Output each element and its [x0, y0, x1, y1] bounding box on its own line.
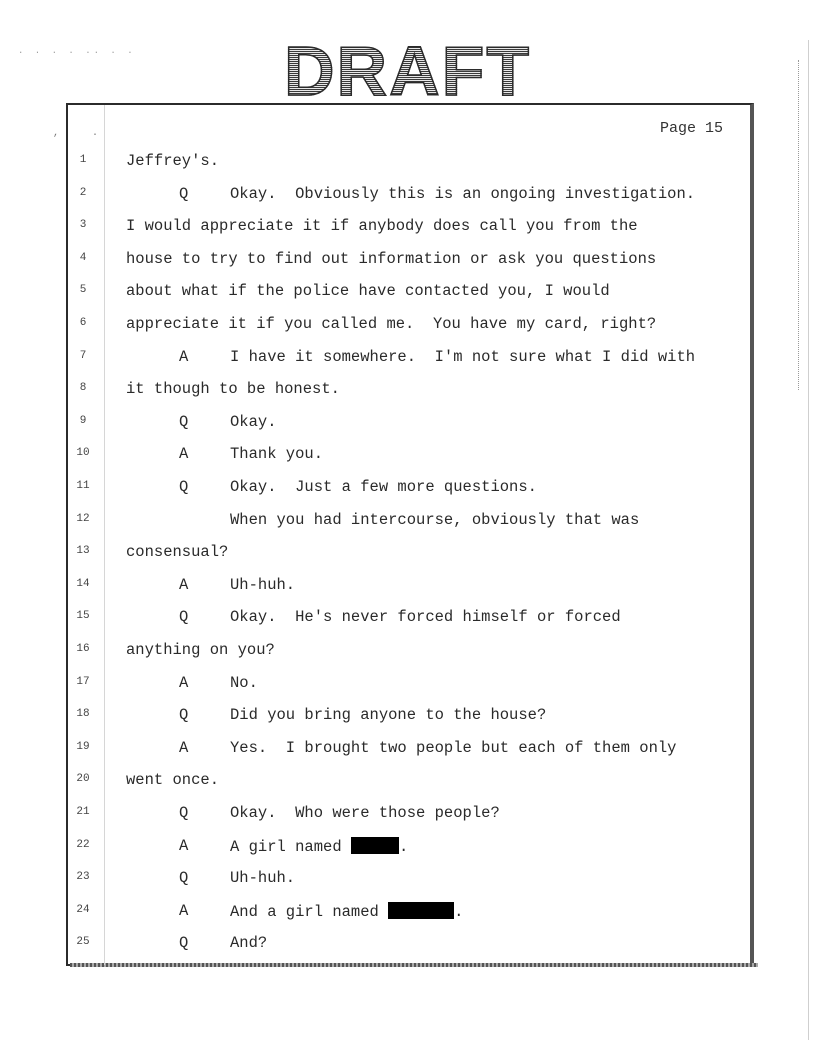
speaker-label: Q: [179, 804, 189, 822]
line-text-content: Jeffrey's.: [126, 152, 220, 170]
line-number: 21: [76, 806, 90, 818]
line-text: [126, 152, 219, 170]
line-number: 17: [76, 675, 90, 688]
line-number: 24: [76, 903, 90, 916]
line-number: 1: [79, 154, 87, 166]
speaker-label: Q: [179, 478, 189, 496]
line-text-content: Okay. Who were those people?: [230, 804, 500, 822]
line-text: [126, 543, 228, 561]
line-text: [126, 282, 610, 300]
line-number: 6: [79, 317, 87, 329]
transcript-line: [0, 739, 760, 759]
line-text-content: appreciate it if you called me. You have my card, right?: [126, 315, 657, 333]
transcript-line: [0, 771, 760, 791]
transcript-line: [0, 217, 760, 237]
transcript-line: [0, 869, 760, 889]
line-text: [230, 478, 537, 496]
scan-tick: .: [92, 128, 99, 139]
transcript-line: [0, 348, 760, 368]
speaker-label: Q: [179, 608, 189, 627]
line-text-content: No.: [230, 673, 258, 692]
speaker-label: A: [179, 901, 189, 920]
line-text-content: Okay. He's never forced himself or forced: [230, 608, 621, 627]
draft-stamp: DRAFT: [284, 32, 532, 110]
speaker-label: Q: [179, 184, 189, 203]
redaction-bar: [388, 902, 454, 919]
line-text: [230, 837, 408, 856]
transcript-line: [0, 282, 760, 302]
transcript-line: [0, 413, 760, 433]
line-text: [230, 869, 295, 887]
line-text: [126, 250, 656, 268]
line-text-content: Okay.: [230, 412, 277, 431]
line-number: 23: [76, 871, 90, 884]
line-text-content: Okay. Obviously this is an ongoing investigation.: [230, 184, 696, 203]
line-number: 2: [79, 186, 87, 199]
transcript-line: [0, 445, 760, 465]
line-text: [126, 217, 638, 235]
scan-edge-mark: [798, 60, 799, 390]
speaker-label: A: [179, 738, 189, 757]
line-number: 20: [76, 773, 90, 786]
line-number: 15: [76, 610, 90, 623]
line-text: [230, 185, 695, 203]
transcript-line: [0, 185, 760, 205]
line-text-content: A girl named: [230, 837, 342, 856]
speaker-label: A: [179, 347, 189, 366]
transcript-line: [0, 608, 760, 628]
page-edge: [808, 40, 809, 1040]
line-text-content: And?: [230, 934, 268, 953]
line-number: 18: [76, 708, 90, 721]
line-number: 22: [76, 838, 90, 851]
line-text-content: Did you bring anyone to the house?: [230, 706, 547, 725]
line-text-content: it though to be honest.: [126, 380, 340, 399]
line-text-content: Thank you.: [230, 445, 324, 464]
line-text: [230, 934, 267, 952]
line-number: 3: [79, 219, 87, 232]
speaker-label: A: [179, 575, 189, 594]
line-text-content: Okay. Just a few more questions.: [230, 478, 537, 496]
line-number: 4: [79, 251, 87, 264]
line-number: 5: [79, 284, 87, 297]
transcript-line: [0, 706, 760, 726]
scan-tick: ,: [53, 128, 60, 139]
line-text: [230, 511, 639, 529]
line-number: 16: [76, 643, 90, 655]
line-text: [230, 348, 695, 366]
transcript-line: [0, 380, 760, 400]
transcript-line: [0, 641, 760, 661]
line-text-content: Uh-huh.: [230, 869, 296, 888]
line-number: 8: [79, 382, 87, 395]
line-text: [230, 413, 277, 431]
line-text: [230, 804, 500, 822]
line-text-suffix: .: [398, 837, 409, 856]
line-text-content: anything on you?: [126, 641, 275, 659]
transcript-line: [0, 478, 760, 498]
speaker-label: Q: [179, 412, 189, 431]
line-text-content: Uh-huh.: [230, 575, 296, 594]
line-number: 11: [76, 480, 90, 492]
redaction-bar: [351, 837, 399, 854]
line-text: [230, 902, 463, 921]
line-number: 12: [76, 512, 90, 525]
line-text: [126, 380, 340, 398]
transcript-line: [0, 576, 760, 596]
speaker-label: Q: [179, 706, 189, 725]
line-text: [230, 674, 258, 692]
page-number: Page 15: [660, 120, 724, 137]
line-number: 13: [76, 545, 90, 558]
transcript-line: [0, 837, 760, 857]
line-text-content: consensual?: [126, 543, 229, 562]
line-number: 10: [76, 447, 90, 460]
transcript-line: [0, 250, 760, 270]
speaker-label: A: [179, 673, 189, 692]
speaker-label: Q: [179, 869, 189, 888]
line-text-content: When you had intercourse, obviously that was: [230, 510, 640, 529]
line-text: [230, 576, 295, 594]
transcript-line: [0, 934, 760, 954]
scan-artifact: · · · · ·· · ·: [18, 48, 136, 58]
line-text-content: I would appreciate it if anybody does call you from the: [126, 217, 638, 236]
line-text-content: I have it somewhere. I'm not sure what I did with: [230, 347, 696, 366]
line-text-content: about what if the police have contacted you, I would: [126, 282, 610, 301]
transcript-line: [0, 511, 760, 531]
line-text-content: went once.: [126, 771, 220, 790]
line-number: 7: [79, 349, 87, 362]
line-text: [126, 641, 275, 659]
line-text: [230, 739, 676, 757]
speaker-label: A: [179, 445, 189, 464]
line-text-content: house to try to find out information or ask you questions: [126, 249, 657, 268]
line-number: 25: [76, 936, 90, 949]
line-text-content: Yes. I brought two people but each of them only: [230, 738, 677, 757]
line-text: [126, 315, 656, 333]
speaker-label: A: [179, 836, 189, 855]
transcript-line: [0, 315, 760, 335]
line-number: 19: [76, 740, 90, 753]
transcript-line: [0, 543, 760, 563]
transcript-line: [0, 152, 760, 172]
line-text-content: And a girl named: [230, 902, 379, 921]
line-text: [230, 445, 323, 463]
transcript-line: [0, 804, 760, 824]
line-text: [230, 706, 546, 724]
line-number: 14: [76, 577, 90, 590]
transcript-line: [0, 902, 760, 922]
line-text-suffix: .: [454, 902, 464, 921]
line-text: [230, 608, 621, 626]
line-number: 9: [79, 414, 87, 427]
frame-bottom-edge: [70, 963, 758, 967]
transcript-line: [0, 674, 760, 694]
speaker-label: Q: [179, 934, 189, 953]
line-text: [126, 771, 219, 789]
